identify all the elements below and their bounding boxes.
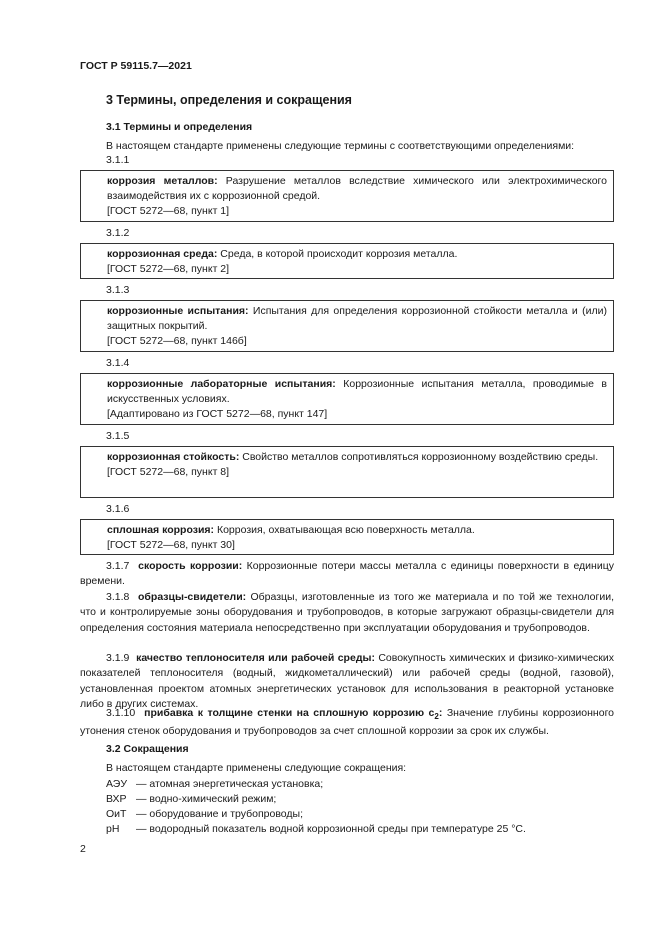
term-definition: Образцы, изготовленные из того же материала и по той же технологии, что и контролируемые зоны оборудования и трубопроводов, в которые загружают образцы-свидетели для определения состояния материала непосредственно при эксплуатации оборудования и трубопроводов. xyxy=(80,591,614,634)
term-name: коррозионная стойкость: xyxy=(107,451,240,463)
para-number: 3.1.8 xyxy=(106,591,130,603)
para-number: 3.1.10 xyxy=(106,707,136,719)
subsection-title: 3.2 Сокращения xyxy=(106,743,189,755)
abbreviation-item xyxy=(106,822,526,837)
term-definition: Значение глубины коррозионного утонения стенок оборудования и трубопроводов за счет сплошной коррозии за срок их службы. xyxy=(80,707,615,738)
term-number: 3.1.4 xyxy=(106,357,130,369)
intro-text: В настоящем стандарте применены следующие сокращения: xyxy=(106,762,407,774)
term-colon: : xyxy=(438,707,443,719)
term-reference: [ГОСТ 5272—68, пункт 8] xyxy=(107,466,230,478)
term-name: скорость коррозии: xyxy=(138,560,243,572)
para-number: 3.1.7 xyxy=(106,560,130,572)
para-number: 3.1.9 xyxy=(106,652,130,664)
term-number: 3.1.5 xyxy=(106,430,130,442)
term-name: коррозионные лабораторные испытания: xyxy=(107,378,336,390)
abbreviation-key: АЭУ xyxy=(106,778,127,790)
term-box xyxy=(80,170,614,222)
definition-paragraph xyxy=(80,590,614,636)
term-box xyxy=(80,300,614,352)
term-number: 3.1.6 xyxy=(106,503,130,515)
term-box xyxy=(80,373,614,425)
abbreviation-key: ВХР xyxy=(106,793,127,805)
term-definition: Разрушение металлов вследствие химического или электрохимического взаимодействия их с коррозионной средой. xyxy=(107,175,607,202)
term-subscript: 2 xyxy=(434,712,439,722)
abbreviation-value: — водородный показатель водной коррозионной среды при температуре 25 °С. xyxy=(136,823,526,835)
term-box xyxy=(80,519,614,555)
term-definition: Совокупность химических и физико-химических показателей теплоносителя (водный, жидкометаллический) или рабочей среды (водной, газовой), установленная проектом атомных энергетических установок для использования в реакторной установке либо в других системах. xyxy=(80,652,614,710)
term-name: коррозионные испытания: xyxy=(107,305,249,317)
term-box xyxy=(80,243,614,279)
term-number: 3.1.2 xyxy=(106,227,130,239)
definition-paragraph xyxy=(80,559,614,590)
term-definition: Испытания для определения коррозионной стойкости металла и (или) защитных покрытий. xyxy=(107,305,607,332)
term-name: сплошная коррозия: xyxy=(107,524,215,536)
abbreviation-item xyxy=(106,792,276,807)
term-reference: [ГОСТ 5272—68, пункт 1] xyxy=(107,205,230,217)
term-definition: Коррозионные испытания металла, проводимые в искусственных условиях. xyxy=(107,378,607,405)
abbreviation-item xyxy=(106,777,323,792)
definition-paragraph xyxy=(80,651,614,712)
term-name: коррозионная среда: xyxy=(107,248,218,260)
abbreviation-value: — оборудование и трубопроводы; xyxy=(136,808,303,820)
term-definition: Свойство металлов сопротивляться коррозионному воздействию среды. xyxy=(239,451,599,463)
term-definition: Коррозия, охватывающая всю поверхность металла. xyxy=(214,524,475,536)
abbreviation-value: — атомная энергетическая установка; xyxy=(136,778,324,790)
term-definition: Коррозионные потери массы металла с единицы поверхности в единицу времени. xyxy=(80,560,614,588)
term-name: прибавка к толщине стенки на сплошную коррозию c xyxy=(144,707,435,719)
abbreviation-value: — водно-химический режим; xyxy=(136,793,277,805)
term-name: коррозия металлов: xyxy=(107,175,218,187)
definition-paragraph xyxy=(80,706,614,740)
term-reference: [Адаптировано из ГОСТ 5272—68, пункт 147] xyxy=(107,408,328,420)
term-name: образцы-свидетели: xyxy=(138,591,247,603)
section-title: 3 Термины, определения и сокращения xyxy=(106,93,352,107)
term-reference: [ГОСТ 5272—68, пункт 30] xyxy=(107,539,235,551)
term-definition: Среда, в которой происходит коррозия металла. xyxy=(217,248,458,260)
abbreviation-item xyxy=(106,807,303,822)
term-number: 3.1.1 xyxy=(106,154,130,166)
term-reference: [ГОСТ 5272—68, пункт 2] xyxy=(107,263,230,275)
term-name: качество теплоносителя или рабочей среды: xyxy=(136,652,375,664)
intro-text: В настоящем стандарте применены следующие термины с соответствующими определениями: xyxy=(106,140,575,152)
abbreviation-key: pH xyxy=(106,823,120,835)
page-number: 2 xyxy=(80,843,86,855)
document-id: ГОСТ Р 59115.7—2021 xyxy=(80,60,192,72)
abbreviation-key: ОиТ xyxy=(106,808,127,820)
subsection-title: 3.1 Термины и определения xyxy=(106,121,253,133)
term-reference: [ГОСТ 5272—68, пункт 146б] xyxy=(107,335,247,347)
term-box xyxy=(80,446,614,498)
term-number: 3.1.3 xyxy=(106,284,130,296)
